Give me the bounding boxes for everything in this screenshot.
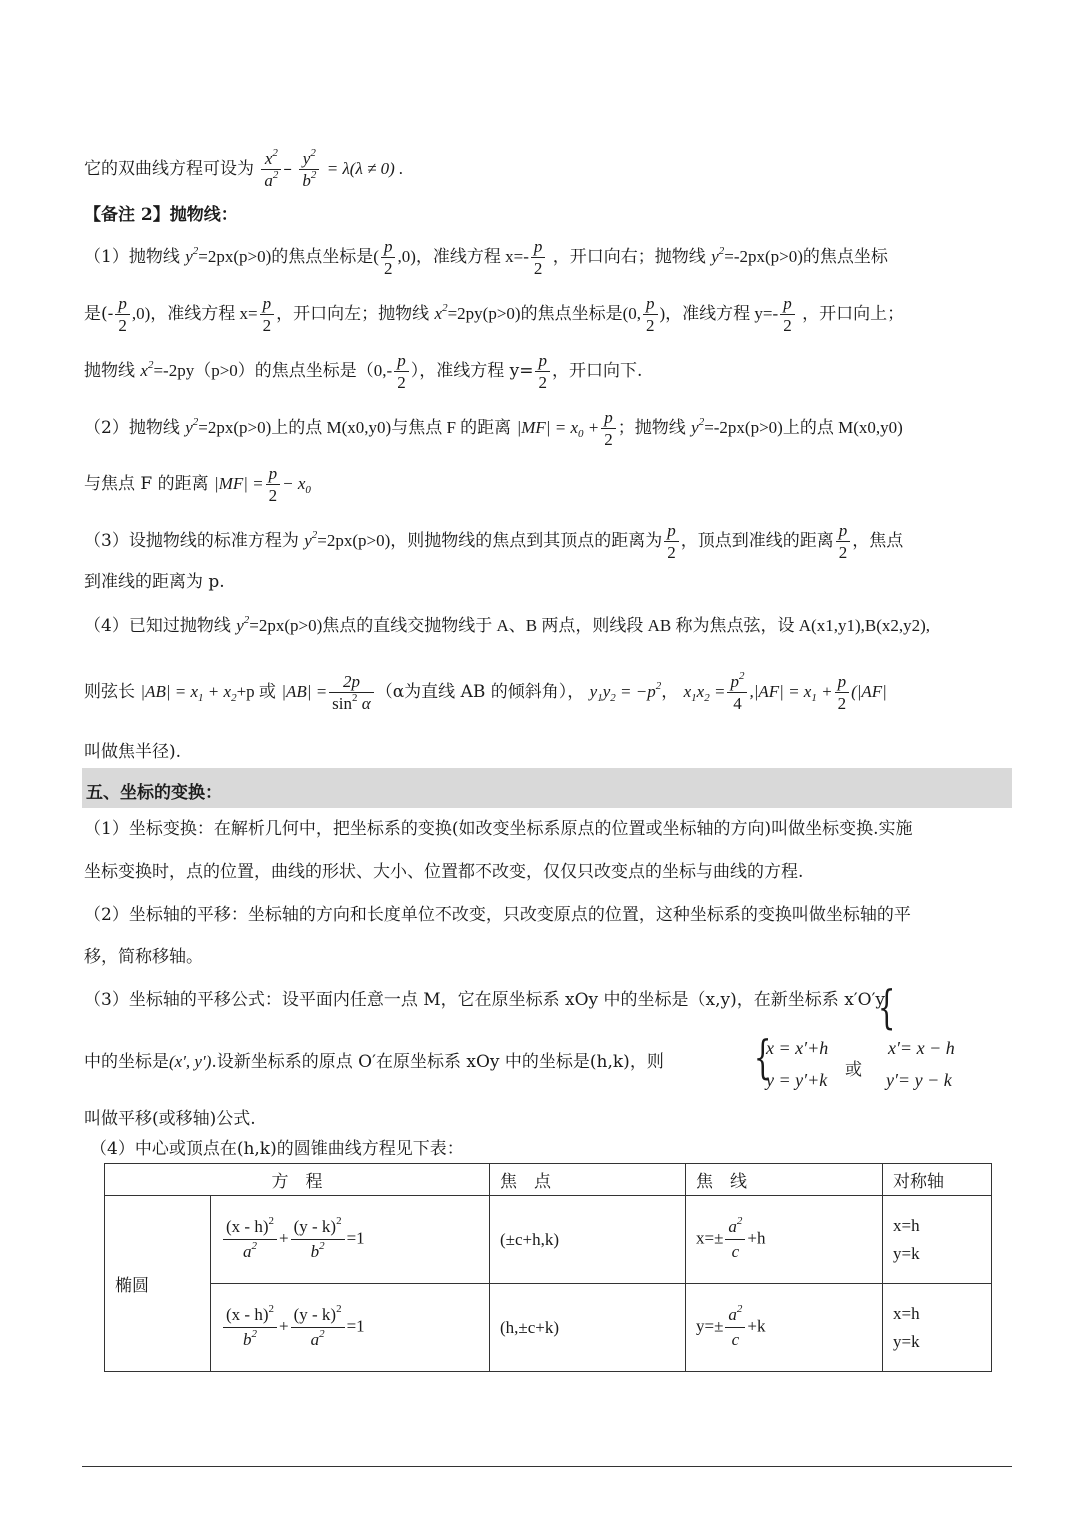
text: =2px(p>0)焦点的直线交抛物线于 A、B 两点，则线段 AB 称为焦点弦，设 A(x1,y1),B(x2,y2), <box>249 616 931 635</box>
text: ；抛物线 <box>617 418 686 438</box>
text: ，开口向左；抛物线 <box>276 304 430 324</box>
fraction: $\frac{x^2}{a^2}$ <box>261 150 281 189</box>
para-3-line-1: （3）设抛物线的标准方程为 $y^2=2px(p>0)$，则抛物线的焦点到其顶点的距离为 $\frac{p}{2}$ ，顶点到准线的距离 $\frac{p}{2}$ ，焦点 <box>84 521 904 562</box>
text: =2px(p>0)上的点 M(x0,y0)与焦点 F 的距离 <box>198 418 512 437</box>
text: +p 或 <box>236 682 276 701</box>
para-1-line-2: 是(- $\frac{p}{2}$ ,0)，准线方程 x= $\frac{p}{2}$ ，开口向左；抛物线 $x^2=2py(p>0)$的焦点坐标是(0, $\frac{p}{2}$ )，准线方程 y=- $\frac{p}{2}$ ，开口向上； <box>84 294 905 335</box>
header-axis: 对称轴 <box>883 1164 992 1196</box>
system-1-eq-2: y = y′+k <box>766 1070 828 1090</box>
text: （4）已知过抛物线 <box>84 616 231 636</box>
directrix-cell: y=± $\frac{a^2}{c}$ +k <box>686 1284 883 1372</box>
text: =2py(p>0)的焦点坐标是(0, <box>447 304 642 323</box>
formula: = λ(λ ≠ 0) . <box>326 159 404 178</box>
text: 则弦长 <box>84 682 135 702</box>
sec5-p1-line-2: 坐标变换时，点的位置，曲线的形状、大小、位置都不改变，仅仅只改变点的坐标与曲线的方程. <box>84 862 804 882</box>
remark-heading: 【备注 2】抛物线： <box>84 205 238 225</box>
sec5-p1-line-1: （1）坐标变换：在解析几何中，把坐标系的变换(如改变坐标系原点的位置或坐标轴的方向)叫做坐标变换.实施 <box>84 819 913 839</box>
system-1-eq-1: x = x′+h <box>766 1038 829 1058</box>
text: ，焦点 <box>852 531 904 551</box>
text: ），准线方程 y= <box>410 361 534 381</box>
fraction: $\frac{y^2}{b^2}$ <box>299 150 319 189</box>
text: ，开口向下. <box>551 361 643 381</box>
text: =-2px(p>0)的焦点坐标 <box>724 247 888 266</box>
table-row <box>105 1284 992 1372</box>
text: ,0)，准线方程 x=- <box>397 247 529 266</box>
text: .设新坐标系的原点 O′在原坐标系 xOy 中的坐标是(h,k)，则 <box>211 1052 664 1072</box>
para-4-line-3: 叫做焦半径). <box>84 742 182 762</box>
equation-cell: $\frac{(x - h)^2}{b^2}$ + $\frac{(y - k)^2}{a^2}$ =1 <box>211 1284 490 1372</box>
sec5-p3-line-3: 叫做平移(或移轴)公式. <box>84 1109 256 1129</box>
table-header-row <box>105 1164 992 1196</box>
text: （1）抛物线 <box>84 247 180 267</box>
section-heading: 五、坐标的变换： <box>86 783 222 803</box>
brace-icon: { <box>753 1030 772 1084</box>
text: ， <box>661 682 679 702</box>
hyperbola-line: 它的双曲线方程可设为 $\frac{x^2}{a^2}$ – $\frac{y^2}{b^2}$ = λ(λ ≠ 0) . <box>84 147 404 190</box>
axis-cell: x=h y=k <box>883 1196 992 1284</box>
para-2-line-2: 与焦点 F 的距离 |MF| = $\frac{p}{2}$ − $x_0$ <box>84 464 311 505</box>
text: 它的双曲线方程可设为 <box>84 159 254 179</box>
sec5-p4-line: （4）中心或顶点在(h,k)的圆锥曲线方程见下表： <box>90 1139 464 1159</box>
sec5-p2-line-1: （2）坐标轴的平移：坐标轴的方向和长度单位不改变，只改变原点的位置，这种坐标系的变换叫做坐标轴的平 <box>84 905 911 925</box>
footer-rule <box>82 1466 1012 1467</box>
axis-cell: x=h y=k <box>883 1284 992 1372</box>
text: ，顶点到准线的距离 <box>680 531 834 551</box>
focus-cell: (h,±c+k) <box>490 1284 686 1372</box>
conic-table <box>104 1163 992 1372</box>
system-2-eq-1: x′= x − h <box>888 1038 955 1058</box>
text: （2）抛物线 <box>84 418 180 438</box>
text: =2px(p>0)，则抛物线的焦点到其顶点的距离为 <box>317 531 663 550</box>
text: 抛物线 <box>84 361 135 381</box>
para-1-line-1: （1）抛物线 $y^2=2px(p>0)$的焦点坐标是( $\frac{p}{2}$ ,0)，准线方程 x=- $\frac{p}{2}$ ，开口向右；抛物线 $y^2=-2px(p>0)$的焦点坐标 <box>84 237 888 278</box>
or-text: 或 <box>845 1060 862 1080</box>
text: =-2py（p>0）的焦点坐标是（0,- <box>153 361 393 380</box>
text: ，开口向上； <box>802 304 905 324</box>
sec5-p2-line-2: 移，简称移轴。 <box>84 947 203 967</box>
para-4-line-2: 则弦长 $|AB| = x_1 + x_2+p$ 或 |AB| = $\frac{2p}{\sin^2 \alpha}$ （α为直线 AB 的倾斜角）， $y_1y_2 = -p^2$， $x_1x_2$ = $\frac{p^2}{4}$ $,|AF| = x_1$ + $\frac{p}{2}$ (|AF| <box>84 670 887 713</box>
text: ，开口向右；抛物线 <box>552 247 706 267</box>
header-directrix: 焦 线 <box>686 1164 883 1196</box>
system-2-eq-2: y′= y − k <box>886 1070 952 1090</box>
text: ,0)，准线方程 x= <box>131 304 258 323</box>
focus-cell: (±c+h,k) <box>490 1196 686 1284</box>
ellipse-label: 椭圆 <box>105 1196 211 1372</box>
sec5-p3-line-1: （3）坐标轴的平移公式：设平面内任意一点 M，它在原坐标系 xOy 中的坐标是（x,y)，在新坐标系 x′O′y′ <box>84 990 889 1010</box>
text: )，准线方程 y=- <box>659 304 779 323</box>
text: =-2px(p>0)上的点 M(x0,y0) <box>704 418 903 437</box>
text: 是(- <box>84 304 114 324</box>
text: 与焦点 F 的距离 <box>84 474 209 494</box>
text: =2px(p>0)的焦点坐标是( <box>198 247 379 266</box>
header-focus: 焦 点 <box>490 1164 686 1196</box>
formula: (x′, y′) <box>169 1052 212 1071</box>
sec5-p3-line-2 <box>84 1053 664 1071</box>
para-1-line-3: 抛物线 $x^2=-2py(p>0)$的焦点坐标是（0,- $\frac{p}{2}$ ），准线方程 y= $\frac{p}{2}$ ，开口向下. <box>84 351 643 392</box>
text: （α为直线 AB 的倾斜角）， <box>375 682 585 702</box>
para-2-line-1: （2）抛物线 $y^2=2px(p>0)$上的点 M(x0,y0)与焦点 F 的距离 $|MF| = x_0$ + $\frac{p}{2}$ ；抛物线 $y^2=-2px(p>0)$上的点 M(x0,y0) <box>84 408 903 449</box>
para-3-line-2: 到准线的距离为 p. <box>84 572 225 592</box>
table-row <box>105 1196 992 1284</box>
para-4-line-1: （4）已知过抛物线 $y^2=2px(p>0)$焦点的直线交抛物线于 A、B 两点，则线段 AB 称为焦点弦，设 A(x1,y1),B(x2,y2), <box>84 614 931 636</box>
equation-cell: $\frac{(x - h)^2}{a^2}$ + $\frac{(y - k)^2}{b^2}$ =1 <box>211 1196 490 1284</box>
header-equation: 方 程 <box>105 1164 490 1196</box>
text: 中的坐标是 <box>84 1052 169 1072</box>
text: （3）设抛物线的标准方程为 <box>84 531 299 551</box>
directrix-cell: x=± $\frac{a^2}{c}$ +h <box>686 1196 883 1284</box>
brace-icon: { <box>877 980 896 1034</box>
